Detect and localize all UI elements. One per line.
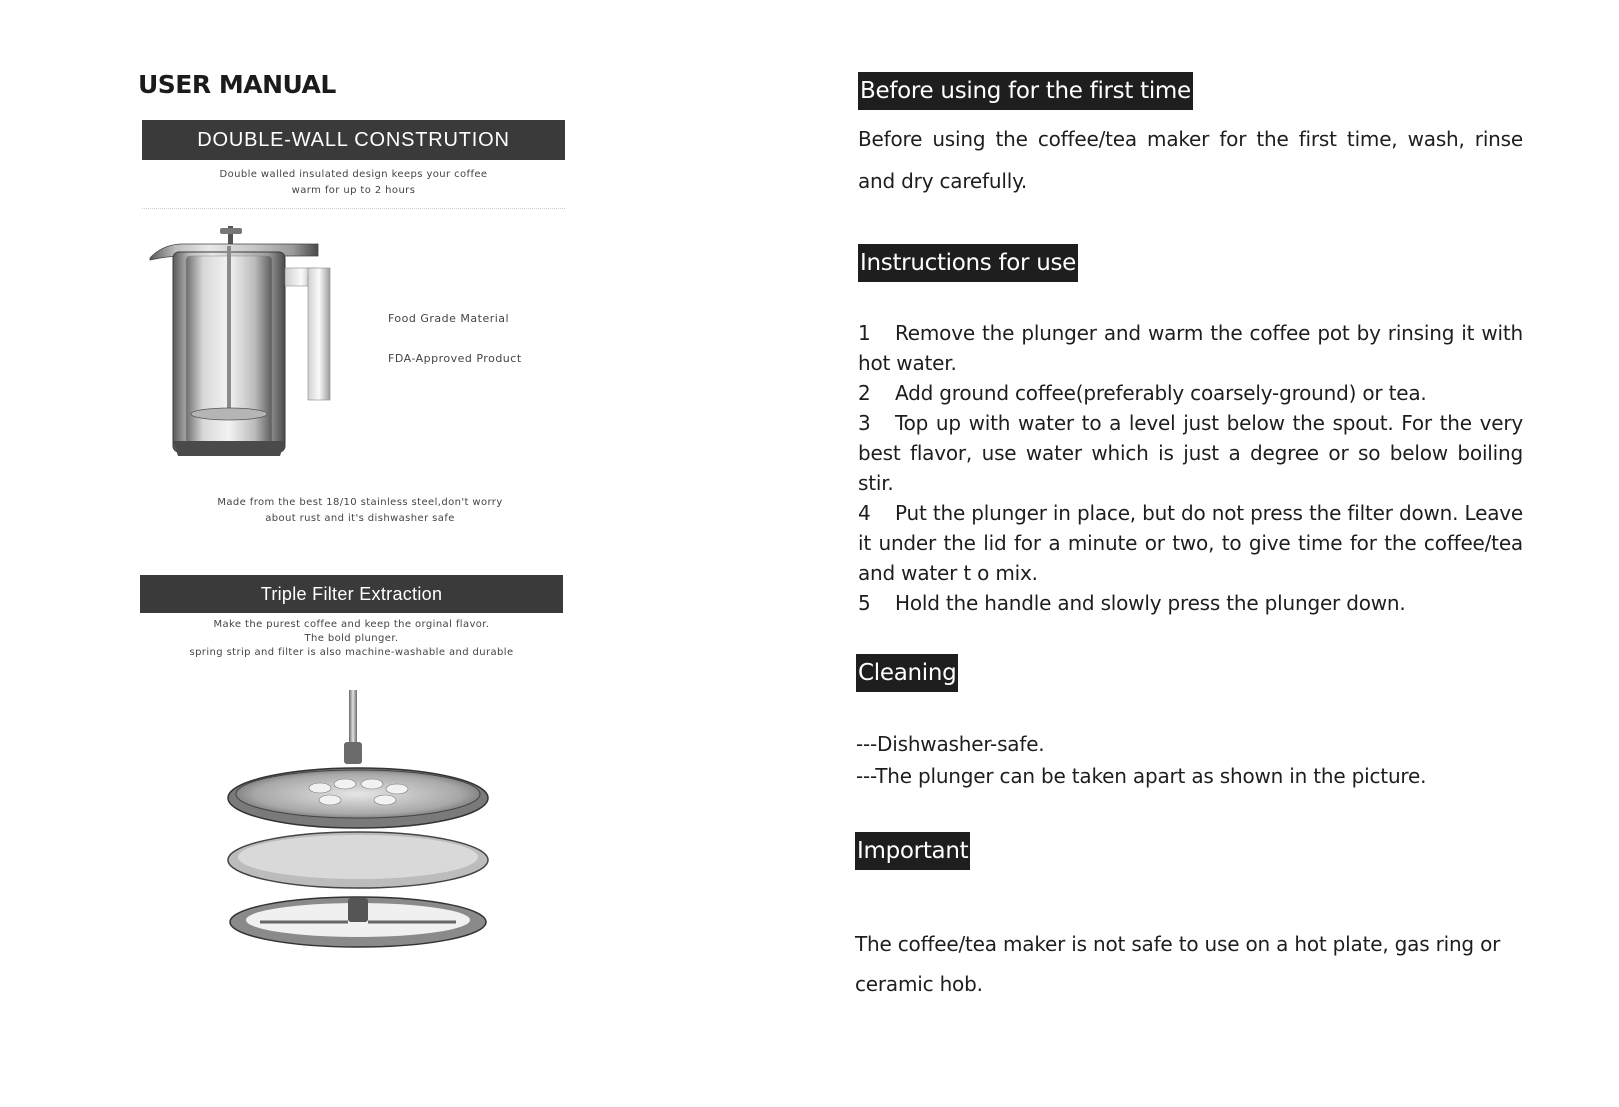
plate-top: [238, 835, 478, 879]
step-item: [858, 408, 1523, 498]
step-item: [858, 588, 1523, 618]
handle-grip: [308, 268, 330, 400]
step-text: Put the plunger in place, but do not press the filter down. Leave it under the lid for a minute or two, to give time for the coffee/tea and water t o mix.: [858, 501, 1523, 585]
cleaning-line: ---The plunger can be taken apart as shown in the picture.: [856, 764, 1427, 788]
stainless-caption: [160, 495, 560, 527]
step-item: [858, 318, 1523, 378]
rod: [349, 690, 357, 745]
step-text: Hold the handle and slowly press the plunger down.: [895, 591, 1406, 615]
heading-before-first-use: Before using for the first time: [858, 72, 1193, 110]
caption-line: The bold plunger.: [304, 633, 399, 644]
caption-line: Make the purest coffee and keep the orginal flavor.: [213, 619, 490, 630]
mesh-filter: [236, 770, 480, 818]
cleaning-line: ---Dishwasher-safe.: [856, 732, 1045, 756]
step-text: Remove the plunger and warm the coffee pot by rinsing it with hot water.: [858, 321, 1523, 375]
step-item: [858, 378, 1523, 408]
caption-line: Double walled insulated design keeps your coffee: [219, 169, 488, 180]
step-number: 4: [858, 501, 871, 525]
plunger-rod: [227, 246, 231, 416]
step-item: [858, 498, 1523, 588]
triple-filter-banner: Triple Filter Extraction: [140, 575, 563, 613]
feature-food-grade: Food Grade Material: [388, 312, 510, 325]
plunger-cap: [220, 228, 242, 234]
manual-title: USER MANUAL: [138, 70, 336, 99]
double-wall-caption: [142, 167, 565, 199]
pot-base: [173, 441, 285, 456]
heading-cleaning: Cleaning: [856, 654, 958, 692]
before-first-use-text: Before using the coffee/tea maker for the first time, wash, rinse and dry carefully.: [858, 127, 1523, 193]
heading-instructions: Instructions for use: [858, 244, 1078, 282]
triple-filter-caption: [140, 618, 563, 660]
filter-disc: [191, 408, 267, 420]
divider: [142, 208, 565, 209]
caption-line: Made from the best 18/10 stainless steel,don't worry: [217, 497, 503, 508]
heading-important: Important: [855, 832, 970, 870]
instruction-steps: [858, 318, 1523, 618]
step-number: 1: [858, 321, 871, 345]
plunger-parts-illustration: [220, 690, 495, 955]
step-number: 5: [858, 591, 871, 615]
step-text: Top up with water to a level just below the spout. For the very best flavor, use water which is just a degree or so below boiling stir.: [858, 411, 1523, 495]
base-bolt: [348, 898, 368, 922]
step-text: Add ground coffee(preferably coarsely-ground) or tea.: [895, 381, 1427, 405]
step-number: 3: [858, 411, 871, 435]
rod-nut: [344, 742, 362, 764]
caption-line: about rust and it's dishwasher safe: [265, 513, 455, 524]
caption-line: spring strip and filter is also machine-washable and durable: [189, 647, 514, 658]
double-wall-banner: DOUBLE-WALL CONSTRUTION: [142, 120, 565, 160]
step-number: 2: [858, 381, 871, 405]
cleaning-list: [856, 728, 1521, 792]
french-press-illustration: [148, 226, 358, 471]
caption-line: warm for up to 2 hours: [291, 185, 416, 196]
feature-fda-approved: FDA-Approved Product: [388, 352, 522, 365]
important-text: The coffee/tea maker is not safe to use on a hot plate, gas ring or ceramic hob.: [855, 932, 1501, 996]
